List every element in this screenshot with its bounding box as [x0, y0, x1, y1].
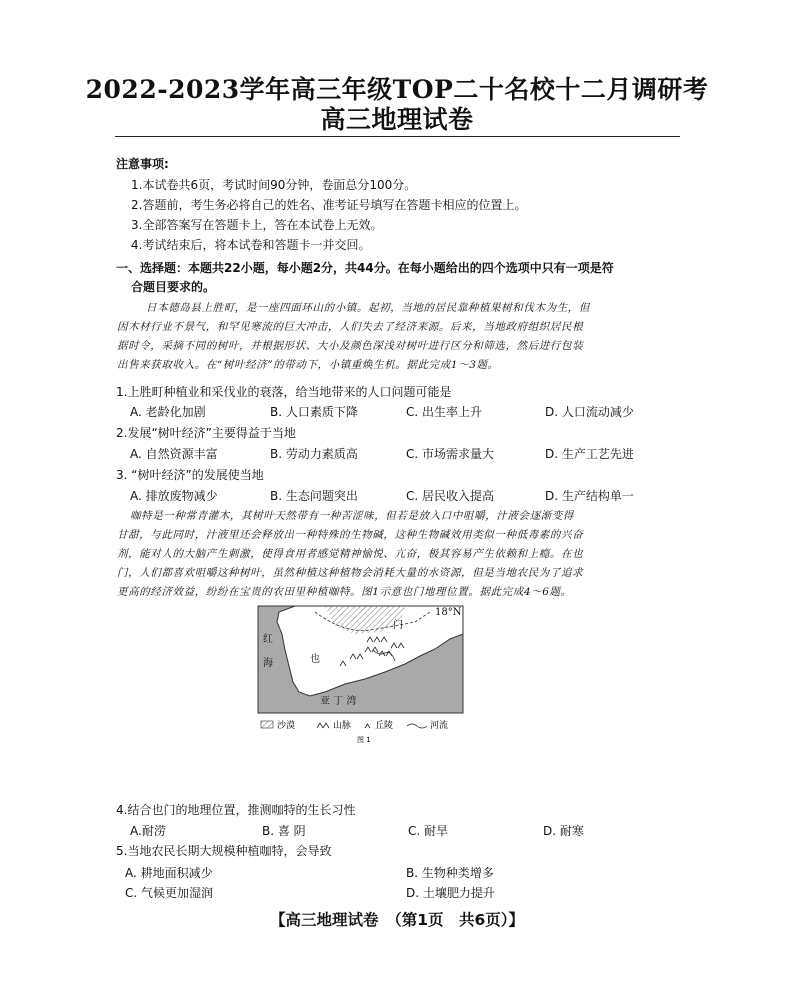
passage2-line: 甘甜，与此同时，汁液里还会释放出一种特殊的生物碱，这种生物碱效用类似一种低毒素的兴奋 [117, 529, 584, 541]
q4-option-b[interactable]: B. 喜 阴 [262, 824, 306, 838]
legend-mountain: 山脉 [333, 721, 352, 731]
q5-option-c[interactable]: C. 气候更加湿润 [125, 886, 214, 900]
notice-item: 2.答题前，考生务必将自己的姓名、准考证号填写在答题卡相应的位置上。 [131, 198, 527, 212]
q4-option-d[interactable]: D. 耐寒 [543, 824, 584, 838]
q5-option-b[interactable]: B. 生物种类增多 [406, 866, 494, 880]
q5-option-a[interactable]: A. 耕地面积减少 [125, 866, 213, 880]
passage2-line: 门，人们都喜欢咀嚼这种树叶，虽然种植这种植物会消耗大量的水资源，但是当地农民为了追求 [117, 567, 584, 579]
passage2-line: 更高的经济效益，纷纷在宝贵的农田里种植咖特。图1示意也门地理位置。据此完成4～6题。 [117, 586, 572, 598]
gulf-of-aden-label: 亚 丁 湾 [320, 696, 357, 707]
legend-desert: 沙漠 [277, 721, 296, 731]
q1-option-a[interactable]: A. 老龄化加剧 [130, 405, 206, 419]
q3-option-d[interactable]: D. 生产结构单一 [545, 489, 634, 503]
question-3-stem: 3. “树叶经济”的发展使当地 [116, 468, 264, 482]
section-heading-cont: 合题目要求的。 [131, 280, 216, 294]
latitude-label: 18°N [435, 607, 462, 618]
passage1-line: 据时令，采摘不同的树叶，并根据形状、大小及颜色深浅对树叶进行区分和筛选，然后进行包装 [117, 340, 584, 352]
red-sea-label: 红 [263, 634, 273, 645]
notice-item: 1.本试卷共6页，考试时间90分钟，卷面总分100分。 [131, 178, 417, 192]
q5-option-d[interactable]: D. 土壤肥力提升 [406, 886, 495, 900]
q1-option-c[interactable]: C. 出生率上升 [406, 405, 483, 419]
figure-caption: 图 1 [357, 736, 371, 744]
yemen-label: 也 [310, 654, 320, 665]
section-heading: 一、选择题：本题共22小题，每小题2分，共44分。在每小题给出的四个选项中只有一项是符 [116, 261, 614, 275]
page-footer: 【高三地理试卷 （第1页 共6页）】 [269, 911, 525, 929]
passage2-line: 剂，能对人的大脑产生刺激，使得食用者感觉精神愉悦、亢奋，极其容易产生依赖和上瘾。在也 [117, 548, 584, 560]
q3-option-b[interactable]: B. 生态问题突出 [270, 489, 358, 503]
passage1-line: 日本德岛县上胜町，是一座四面环山的小镇。起初，当地的居民靠种植果树和伐木为生，但 [146, 302, 590, 314]
q3-option-a[interactable]: A. 排放废物减少 [130, 489, 218, 503]
question-1-stem: 1.上胜町种植业和采伐业的衰落，给当地带来的人口问题可能是 [116, 385, 452, 399]
question-5-stem: 5.当地农民长期大规模种植咖特，会导致 [116, 844, 332, 858]
q2-option-b[interactable]: B. 劳动力素质高 [270, 447, 358, 461]
legend-mountain-icon [317, 723, 329, 728]
passage2-line: 咖特是一种常青灌木，其树叶天然带有一种苦涩味，但若是放入口中咀嚼，汁液会逐渐变得 [130, 510, 574, 522]
title-divider [115, 136, 680, 137]
passage1-line: 因木材行业不景气，和罕见寒流的巨大冲击，人们失去了经济来源。后来，当地政府组织居民根 [117, 321, 584, 333]
q3-option-c[interactable]: C. 居民收入提高 [406, 489, 495, 503]
notice-heading: 注意事项: [116, 157, 169, 171]
q2-option-a[interactable]: A. 自然资源丰富 [130, 447, 218, 461]
legend-desert-swatch [261, 721, 273, 728]
legend-river: 河流 [430, 721, 449, 731]
q2-option-d[interactable]: D. 生产工艺先进 [545, 447, 634, 461]
question-2-stem: 2.发展“树叶经济”主要得益于当地 [116, 426, 296, 440]
men-label: 门 [393, 620, 403, 631]
red-sea-label-2: 海 [263, 658, 273, 669]
passage1-line: 出售来获取收入。在“树叶经济”的带动下，小镇重焕生机。据此完成1～3题。 [117, 359, 499, 371]
q1-option-b[interactable]: B. 人口素质下降 [270, 405, 358, 419]
question-4-stem: 4.结合也门的地理位置，推测咖特的生长习性 [116, 803, 356, 817]
legend-river-icon [407, 724, 427, 728]
exam-title-line1: 2022-2023学年高三年级TOP二十名校十二月调研考 [85, 75, 709, 104]
q1-option-d[interactable]: D. 人口流动减少 [545, 405, 634, 419]
exam-title-line2: 高三地理试卷 [320, 105, 474, 134]
q4-option-c[interactable]: C. 耐旱 [408, 824, 449, 838]
q4-option-a[interactable]: A.耐涝 [130, 824, 166, 838]
yemen-map-figure [255, 604, 480, 744]
legend-hill-icon [365, 724, 370, 728]
legend-hill: 丘陵 [375, 721, 394, 731]
notice-item: 4.考试结束后，将本试卷和答题卡一并交回。 [131, 238, 371, 252]
q2-option-c[interactable]: C. 市场需求量大 [406, 447, 495, 461]
notice-item: 3.全部答案写在答题卡上，答在本试卷上无效。 [131, 218, 383, 232]
